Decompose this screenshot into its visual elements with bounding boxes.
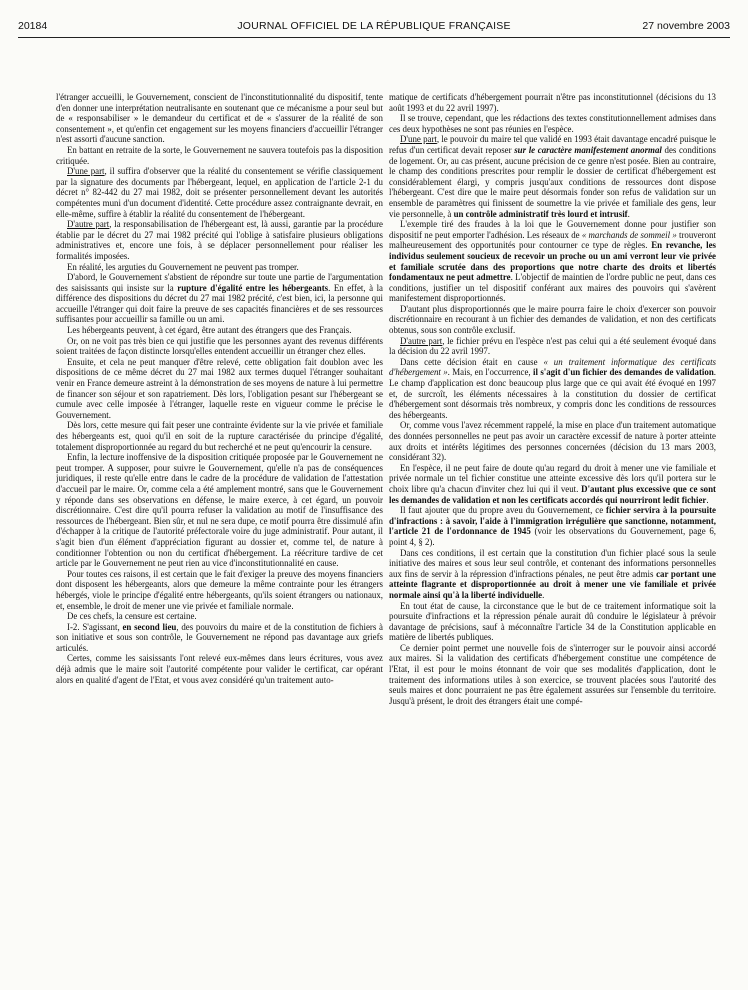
paragraph: D'autant plus disproportionnés que le maire pourra faire le choix d'exercer son pouvoir discrétionnaire en recourant à un fichier des demandes de validation, et non des certificats obtenus, sous son contrôle exclusif. <box>389 303 716 336</box>
paragraph: Certes, comme les saisissants l'ont relevé eux-mêmes dans leurs écritures, vous avez déjà admis que le maire soit l'autorité compétente pour valider le certificat, car opérant alors en qualité d'agent de l'Etat, et vous avez considéré qu'un traitement auto- <box>56 653 383 685</box>
header-rule <box>18 37 730 38</box>
paragraph: matique de certificats d'hébergement pourrait n'être pas inconstitutionnel (décisions du 13 août 1993 et du 22 avril 1997). <box>389 92 716 113</box>
paragraph: Pour toutes ces raisons, il est certain que le fait d'exiger la preuve des moyens financiers dont disposent les hébergeants, alors que demeure la même contrainte pour les étrangers hébergés, viole le principe d'égalité entre hébergeants, qu'ils soient étrangers ou nationaux, et, ensemble, le droit de mener une vie privée et familiale normale. <box>56 568 383 611</box>
paragraph: Ensuite, et cela ne peut manquer d'être relevé, cette obligation fait doublon avec les dispositions de ce même décret du 27 mai 1982 aux termes duquel l'étranger souhaitant venir en France demeure astreint à la démonstration de ses moyens de nature à lui permettre de financer son séjour et son rapatriement. Dès lors, l'obligation pesant sur l'hébergeant se cumule avec celle imposée à l'étranger, laquelle reste en vigueur comme le précise le Gouvernement. <box>56 356 383 420</box>
paragraph: D'autre part, le fichier prévu en l'espèce n'est pas celui qui a été seulement évoqué dans la décision du 22 avril 1997. <box>389 335 716 357</box>
page-number: 20184 <box>18 20 48 32</box>
paragraph: L'exemple tiré des fraudes à la loi que le Gouvernement donne pour justifier son dispositif ne peut emporter l'adhésion. Les réseaux de « marchands de sommeil » trouveront malheureusement des opportunités pour contourner ce type de règles. En revanche, les individus seulement soucieux de recevoir un proche ou un ami verront leur vie privée et familiale scrutée dans des proportions que notre charte des droits et libertés fondamentaux ne peut admettre. L'objectif de maintien de l'ordre public ne peut, dans ces conditions, justifier un tel dispositif conférant aux maires des pouvoirs qui s'avèrent manifestement disproportionnés. <box>389 219 716 304</box>
paragraph: De ces chefs, la censure est certaine. <box>67 611 197 622</box>
paragraph: En réalité, les arguties du Gouvernement ne peuvent pas tromper. <box>67 261 299 272</box>
paragraph: Dans cette décision était en cause « un traitement informatique des certificats d'hébergement ». Mais, en l'occurrence, il s'agit d'un fichier des demandes de validation. Le champ d'application est donc beaucoup plus large que ce qui avait été évoqué en 1997 et, de surcroît, les éléments nécessaires à la constitution du dossier de certificat d'hébergement sont désormais très nombreux, y compris donc les conditions de ressources des hébergeants. <box>389 356 716 420</box>
paragraph: Or, comme vous l'avez récemment rappelé, la mise en place d'un traitement automatique des données personnelles ne peut pas avoir un caractère excessif de nature à porter atteinte aux droits et intérêts légitimes des personnes concernées (décision du 13 mars 2003, considérant 32). <box>389 420 716 463</box>
paragraph: En tout état de cause, la circonstance que le but de ce traitement informatique soit la poursuite d'infractions et la répression pénale aurait dû conduire le législateur à prévoir davantage de précisions, sauf à méconnaître l'article 34 de la Constitution applicable en matière de libertés publiques. <box>389 600 716 643</box>
paragraph: D'autre part, la responsabilisation de l'hébergeant est, là aussi, garantie par la procédure établie par le décret du 27 mai 1982 précité qui l'oblige à satisfaire plusieurs obligations administratives et, encore une fois, à se déplacer personnellement pour réaliser les formalités imposées. <box>56 219 383 261</box>
paragraph: Enfin, la lecture inoffensive de la disposition critiquée proposée par le Gouvernement ne peut tromper. A supposer, pour suivre le Gouvernement, qu'elle n'a pas de conséquences juridiques, il reste qu'elle entre dans le cadre de la procédure de validation de l'attestation d'accueil par le maire. Or, comme cela a été amplement montré, sans que le Gouvernement y réponde dans ses observations en défense, le maire exerce, à cet égard, un pouvoir discrétionnaire. C'est dire qu'il pourra refuser la validation au motif de l'insuffisance des ressources de l'hébergeant. Bien sûr, et nul ne sera dupe, ce motif pourra être dissimulé afin d'échapper à la critique de l'autorité préfectorale voire du juge administratif. Pour autant, il s'agit bien d'un élément d'appréciation figurant au dossier et, comme tel, de nature à conditionner l'obtention ou non du certificat d'hébergement. La réécriture tardive de cet article par le Gouvernement ne peut rien au vice d'inconstitutionnalité en cause. <box>56 452 383 569</box>
paragraph: Il faut ajouter que du propre aveu du Gouvernement, ce fichier servira à la poursuite d'infractions : à savoir, l'aide à l'immigration irrégulière que sanctionne, notamment, l'article 21 de l'ordonnance de 1945 (voir les observations du Gouvernement, page 6, point 4, § 2). <box>389 505 716 547</box>
publication-date: 27 novembre 2003 <box>642 20 730 32</box>
paragraph: Ce dernier point permet une nouvelle fois de s'interroger sur le pouvoir ainsi accordé aux maires. Si la validation des certificats d'hébergement constitue une compétence de l'Etat, il est pour le moins étonnant de voir que ses modalités d'application, dont le traitement des informations utiles à son exercice, se trouvent placées sous l'autorité des seuls maires et donc pourraient ne pas être également assurées sur l'ensemble du territoire. Jusqu'à présent, le droit des étrangers était une compé- <box>389 642 716 706</box>
paragraph: l'étranger accueilli, le Gouvernement, conscient de l'inconstitutionnalité du dispositif, tente d'en donner une interprétation neutralisante en soutenant que ce mécanisme a pour seul but de « responsabiliser » le demandeur du certificat et de « s'assurer de la réalité de son consentement », et qu'enfin cet engagement sur les moyens financiers d'accueillir l'étranger n'est assorti d'aucune sanction. <box>56 92 383 145</box>
paragraph: Les hébergeants peuvent, à cet égard, être autant des étrangers que des Français. <box>67 325 352 336</box>
left-column <box>56 92 383 980</box>
paragraph: Il se trouve, cependant, que les rédactions des textes constitutionnellement admises dans ces deux hypothèses ne sont pas réunies en l'espèce. <box>389 113 716 134</box>
page-header <box>18 20 730 38</box>
paragraph: D'abord, le Gouvernement s'abstient de répondre sur toute une partie de l'argumentation des saisissants qui insiste sur la rupture d'égalité entre les hébergeants. En effet, à la différence des dispositions du décret du 27 mai 1982 précité, c'est bien, ici, la personne qui accueille l'étranger qui doit faire la preuve de ses capacités financières et de ses ressources suffisantes pour accueillir sa famille ou un ami. <box>56 272 383 325</box>
right-column <box>389 92 716 980</box>
paragraph: Or, on ne voit pas très bien ce qui justifie que les personnes ayant des revenus différents soient traitées de façon distincte lorsqu'elles entendent accueillir un étranger chez elles. <box>56 335 383 357</box>
paragraph: En battant en retraite de la sorte, le Gouvernement ne sauvera toutefois pas la disposition critiquée. <box>56 144 383 166</box>
paragraph: D'une part, le pouvoir du maire tel que validé en 1993 était davantage encadré puisque le refus d'un certificat devait reposer sur le caractère manifestement anormal des conditions de logement. Or, au cas présent, aucune précision de ce genre n'est posée. Bien au contraire, le champ des conditions prescrites pour remplir le dossier de certificat d'hébergement est considérablement élargi, y compris jusqu'aux conditions de ressources dont dispose l'hébergeant. C'est dire que le maire peut désormais fonder son refus de validation sur un ensemble de paramètres qui finissent de soumettre la vie privée et familiale des gens, leur vie personnelle, à un contrôle administratif très lourd et intrusif. <box>389 134 716 219</box>
paragraph: Dans ces conditions, il est certain que la constitution d'un fichier placé sous la seule initiative des maires et sous leur seul contrôle, et contenant des informations personnelles aux fins de servir à la répression d'infractions pénales, ne peut être admis car portant une atteinte flagrante et disproportionnée au droit à mener une vie familiale et privée normale ainsi qu'à la liberté individuelle. <box>389 547 716 600</box>
paragraph: D'une part, il suffira d'observer que la réalité du consentement se vérifie classiquement par la signature des documents par l'hébergeant, lequel, en application de l'article 2-1 du décret n° 82-442 du 27 mai 1982, doit se présenter personnellement devant les autorités compétentes muni d'un document d'identité. Cette procédure assez contraignante devrait, en elle-même, suffire à établir la réalité du consentement de l'hébergeant. <box>56 166 383 219</box>
paragraph: I-2. S'agissant, en second lieu, des pouvoirs du maire et de la constitution de fichiers à son initiative et sous son contrôle, le Gouvernement ne répond pas davantage aux griefs articulés. <box>56 621 383 653</box>
paragraph: En l'espèce, il ne peut faire de doute qu'au regard du droit à mener une vie familiale et privée normale un tel fichier constitue une atteinte excessive dès lors qu'il portera sur le choix libre qu'a chacun d'inviter chez lui qui il veut. D'autant plus excessive que ce sont les demandes de validation et non les certificats accordés qui nourriront ledit fichier. <box>389 462 716 505</box>
journal-title: JOURNAL OFFICIEL DE LA RÉPUBLIQUE FRANÇAISE <box>237 20 511 32</box>
paragraph: Dès lors, cette mesure qui fait peser une contrainte évidente sur la vie privée et familiale des hébergeants est, quoi qu'il en soit de la rupture caractérisée du principe d'égalité, totalement disproportionnée au regard du but recherché et ne peut qu'encourir la censure. <box>56 420 383 452</box>
